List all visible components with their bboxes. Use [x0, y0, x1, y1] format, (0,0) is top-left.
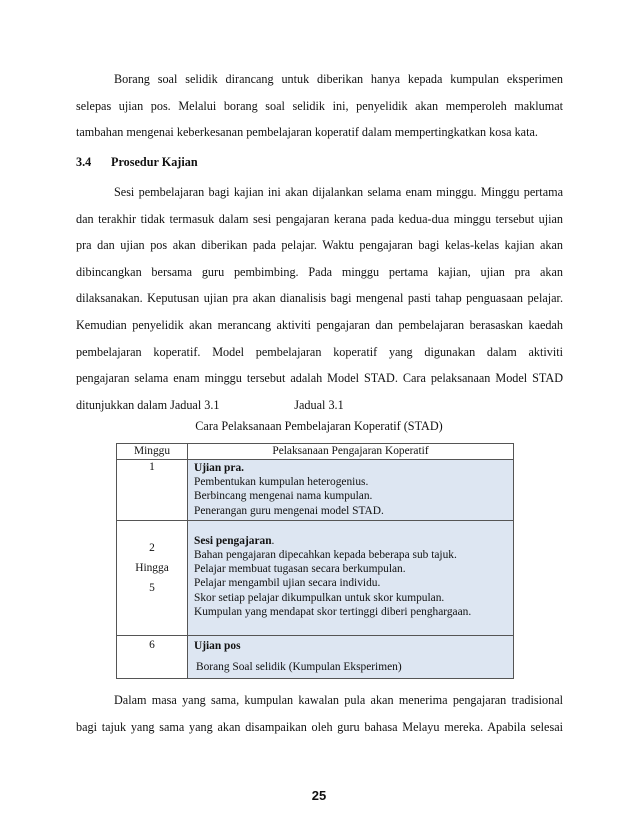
- section-heading: [76, 155, 198, 170]
- text-line: tambahan mengenai keberkesanan pembelajaran koperatif dalam mempertingkatkan kosa kata.: [76, 125, 538, 140]
- page-number: 25: [311, 788, 327, 803]
- text-line: pra dan ujian pos akan diberikan pada pelajar. Waktu pengajaran bagi kelas-kelas kajian akan: [76, 238, 563, 253]
- week-start: 2: [149, 541, 155, 554]
- activity-line: Bahan pengajaran dipecahkan kepada beberapa sub tajuk.: [194, 549, 457, 562]
- activity-title: Ujian pra.: [194, 462, 244, 474]
- table-label: Jadual 3.1: [294, 398, 344, 412]
- activity-line: Pembentukan kumpulan heterogenius.: [194, 476, 369, 489]
- table-title: Cara Pelaksanaan Pembelajaran Koperatif (STAD): [195, 419, 443, 433]
- text-line: pengajaran selama enam minggu tersebut adalah Model STAD. Cara pelaksanaan Model STAD: [76, 371, 563, 386]
- description-cell: [188, 460, 514, 521]
- activity-line: Borang Soal selidik (Kumpulan Eksperimen): [196, 661, 402, 674]
- week-range-word: Hingga: [135, 562, 169, 575]
- text-line: selepas ujian pos. Melalui borang soal selidik ini, penyelidik akan memperoleh maklumat: [76, 98, 563, 113]
- text-line: Borang soal selidik dirancang untuk diberikan hanya kepada kumpulan eksperimen: [114, 72, 563, 86]
- text-line: bagi tajuk yang sama yang akan disampaikan oleh guru bahasa Melayu mereka. Apabila selesai: [76, 719, 563, 734]
- week-cell: [117, 520, 188, 635]
- table-row: [117, 520, 514, 635]
- stad-table: [116, 443, 514, 679]
- week-cell: 1: [117, 460, 188, 521]
- activity-title-suffix: .: [271, 534, 275, 547]
- activity-line: Pelajar mengambil ujian secara individu.: [194, 577, 381, 590]
- activity-line: Berbincang mengenai nama kumpulan.: [194, 490, 373, 503]
- table-row: [117, 460, 514, 521]
- description-cell: [188, 635, 514, 678]
- text-line: Sesi pembelajaran bagi kajian ini akan dijalankan selama enam minggu. Minggu pertama: [114, 185, 563, 199]
- description-cell: [188, 520, 514, 635]
- activity-line: Pelajar membuat tugasan secara berkumpulan.: [194, 563, 406, 576]
- section-title: Prosedur Kajian: [111, 155, 198, 169]
- paragraph-control-group: [76, 687, 563, 740]
- week-cell: 6: [117, 635, 188, 678]
- text-line: pembelajaran koperatif. Model pembelajaran koperatif yang digunakan dalam aktiviti: [76, 344, 563, 359]
- table-header-row: [117, 444, 514, 460]
- activity-line: Kumpulan yang mendapat skor tertinggi diberi penghargaan.: [194, 605, 472, 618]
- paragraph-procedure: [76, 179, 563, 418]
- text-line: Kemudian penyelidik akan merancang aktiviti pengajaran dan pembelajaran berasaskan kaedah: [76, 317, 563, 332]
- text-line: dibincangkan bersama guru pembimbing. Pada minggu pertama kajian, ujian pra akan: [76, 264, 563, 279]
- paragraph-questionnaire: [76, 66, 563, 146]
- activity-title: Ujian pos: [194, 639, 241, 652]
- activity-title-line: [194, 534, 509, 548]
- text-line: Dalam masa yang sama, kumpulan kawalan pula akan menerima pengajaran tradisional: [114, 693, 563, 707]
- activity-line: Skor setiap pelajar dikumpulkan untuk skor kumpulan.: [194, 591, 445, 604]
- table-row: [117, 635, 514, 678]
- activity-title: Sesi pengajaran: [194, 534, 272, 547]
- column-header-implementation: Pelaksanaan Pengajaran Koperatif: [188, 444, 514, 460]
- week-end: 5: [149, 582, 155, 595]
- text-line: dan terakhir tidak termasuk dalam sesi pengajaran kerana pada kedua-dua minggu tersebut ujian: [76, 211, 563, 226]
- text-line: dilaksanakan. Keputusan ujian pra akan dianalisis bagi mengenal pasti tahap penguasaan pelajar.: [76, 291, 563, 306]
- section-number: 3.4: [76, 155, 92, 169]
- column-header-week: Minggu: [117, 444, 188, 460]
- text-line: ditunjukkan dalam Jadual 3.1: [76, 397, 220, 412]
- activity-line: Penerangan guru mengenai model STAD.: [194, 504, 384, 517]
